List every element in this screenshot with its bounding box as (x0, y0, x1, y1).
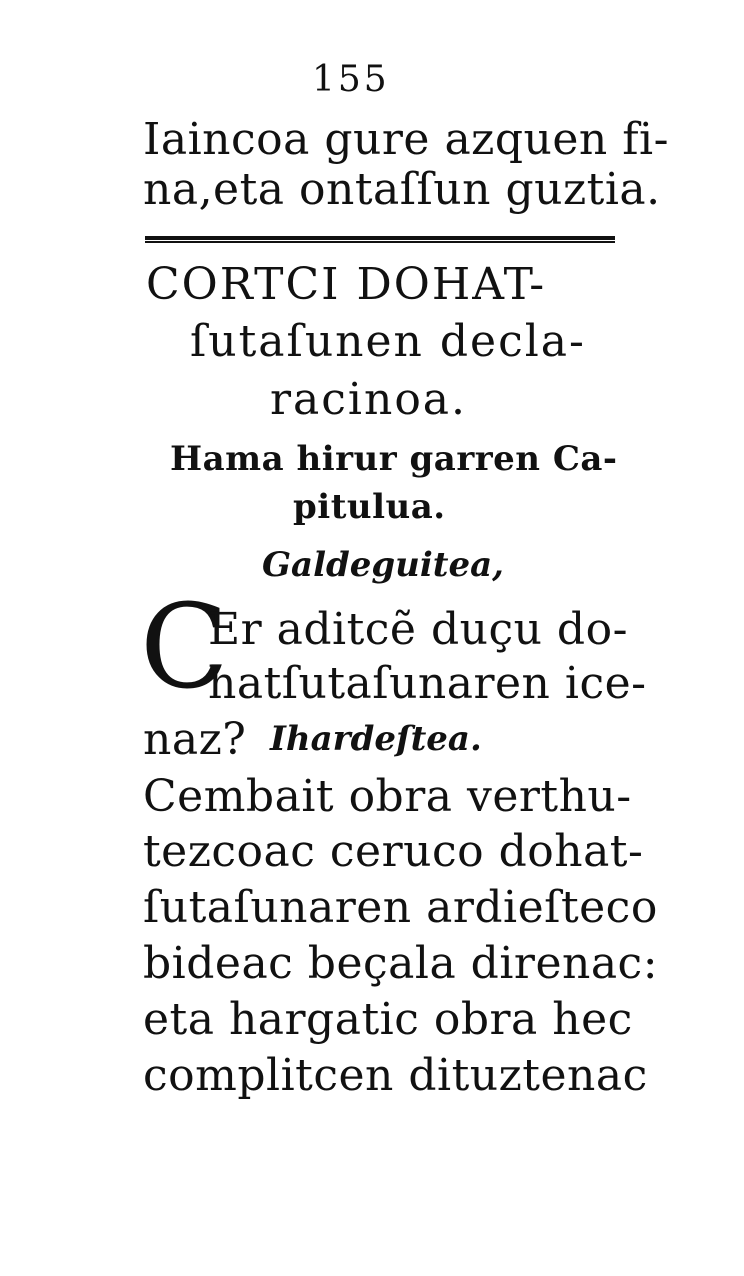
text-line: hatſutaſunaren ice- (208, 658, 647, 709)
text-line: Cembait obra verthu- (143, 771, 632, 822)
text-line: ſutaſunaren ardieſteco (143, 882, 658, 933)
chapter-title-line: Hama hirur garren Ca- (170, 439, 618, 479)
text-line: complitcen dituztenac (143, 1050, 648, 1101)
section-divider-thin (145, 241, 615, 243)
text-line: Er aditcẽ duçu do- (208, 604, 628, 655)
text-line: na,eta ontaſſun guztia. (143, 164, 661, 215)
drop-cap: C (140, 580, 229, 715)
text-line: naz? (143, 714, 247, 765)
section-heading-line: racinoa. (270, 374, 468, 425)
section-heading-line: CORTCI DOHAT- (146, 259, 547, 310)
speaker-label-question: Galdeguitea, (262, 545, 505, 585)
page-number: 155 (312, 59, 390, 100)
text-line: tezcoac ceruco dohat- (143, 826, 644, 877)
text-line: eta hargatic obra hec (143, 994, 633, 1045)
text-line: bideac beçala direnac: (143, 938, 659, 989)
section-divider (145, 236, 615, 240)
text-line: Iaincoa gure azquen fi- (143, 114, 669, 165)
speaker-label-answer: Ihardeſtea. (270, 719, 482, 759)
chapter-title-line: pitulua. (293, 487, 446, 527)
section-heading-line: ſutaſunen decla- (190, 316, 586, 367)
